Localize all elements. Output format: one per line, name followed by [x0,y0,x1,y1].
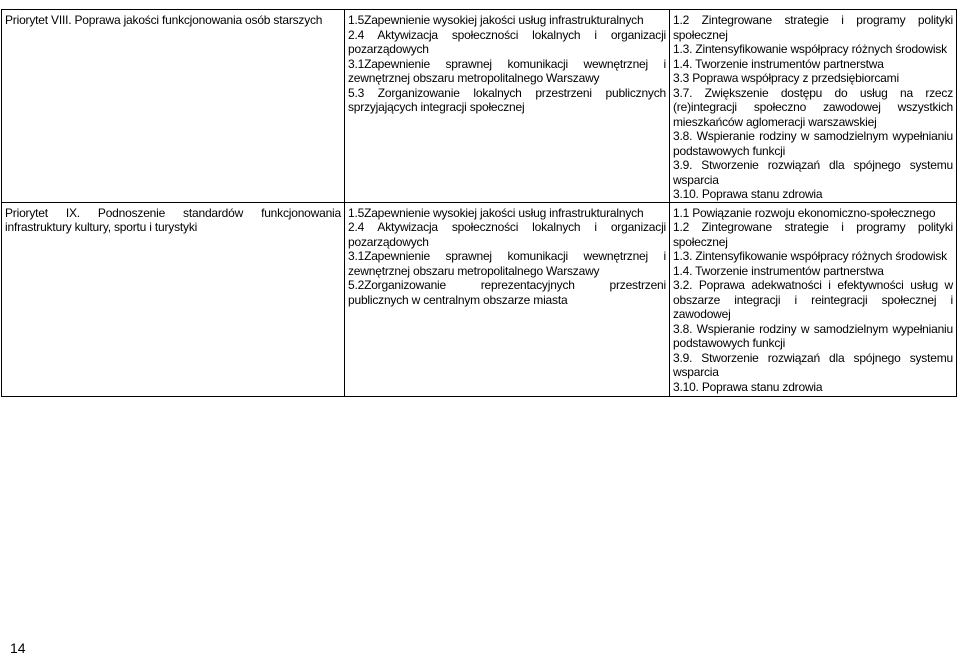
related-cell [670,202,957,396]
priority-cell [2,202,345,396]
related-item: 3.7. Zwiększenie dostępu do usług na rzecz (re)integracji społeczno zawodowej wszystkich mieszkańców aglomeracji warszawskiej [673,85,953,129]
related-item: 1.1 Powiązanie rozwoju ekonomiczno-społecznego [673,205,936,220]
related-item: 1.2 Zintegrowane strategie i programy polityki społecznej [673,220,953,249]
priority-title: Priorytet IX. Podnoszenie standardów funkcjonowania infrastruktury kultury, sportu i turystyki [5,205,341,234]
measure-item: 2.4 Aktywizacja społeczności lokalnych i organizacji pozarządowych [348,27,666,56]
measures-list [348,13,666,115]
related-item: 3.10. Poprawa stanu zdrowia [673,379,823,394]
related-item: 1.3. Zintensyfikowanie współpracy różnych środowisk [673,249,947,263]
priorities-table [1,9,957,397]
measure-item: 3.1Zapewnienie sprawnej komunikacji wewnętrznej i zewnętrznej obszaru metropolitalnego Warszawy [348,249,666,278]
related-list [673,206,953,395]
related-item: 3.2. Poprawa adekwatności i efektywności usług w obszarze integracji i reintegracji społecznej i zawodowej [673,278,953,321]
table-row [2,10,957,203]
page-number: 14 [10,640,26,656]
measure-item: 1.5Zapewnienie wysokiej jakości usług infrastrukturalnych [348,13,644,27]
related-item: 3.9. Stworzenie rozwiązań dla spójnego systemu wsparcia [673,158,953,187]
related-item: 3.8. Wspieranie rodziny w samodzielnym wypełnianiu podstawowych funkcji [673,321,953,350]
related-item: 1.2 Zintegrowane strategie i programy polityki społecznej [673,13,953,42]
measures-list [348,206,666,308]
priority-cell [2,10,345,203]
measures-cell [345,202,670,396]
measures-cell [345,10,670,203]
related-item: 1.3. Zintensyfikowanie współpracy różnych środowisk [673,42,947,56]
related-item: 3.8. Wspieranie rodziny w samodzielnym wypełnianiu podstawowych funkcji [673,129,953,158]
related-item: 3.10. Poprawa stanu zdrowia [673,187,823,201]
measure-item: 3.1Zapewnienie sprawnej komunikacji wewnętrznej i zewnętrznej obszaru metropolitalnego Warszawy [348,56,666,85]
priority-title: Priorytet VIII. Poprawa jakości funkcjonowania osób starszych [5,13,323,27]
table-body [2,10,957,397]
related-item: 3.9. Stworzenie rozwiązań dla spójnego systemu wsparcia [673,350,953,379]
related-item: 1.4. Tworzenie instrumentów partnerstwa [673,56,884,71]
related-cell [670,10,957,203]
table-row [2,202,957,396]
related-item: 3.3 Poprawa współpracy z przedsiębiorcami [673,71,899,85]
measure-item: 5.2Zorganizowanie reprezentacyjnych przestrzeni publicznych w centralnym obszarze miasta [348,278,666,307]
measure-item: 1.5Zapewnienie wysokiej jakości usług infrastrukturalnych [348,205,644,220]
measure-item: 2.4 Aktywizacja społeczności lokalnych i organizacji pozarządowych [348,220,666,249]
related-item: 1.4. Tworzenie instrumentów partnerstwa [673,263,884,278]
measure-item: 5.3 Zorganizowanie lokalnych przestrzeni publicznych sprzyjających integracji społecznej [348,85,666,114]
related-list [673,13,953,202]
